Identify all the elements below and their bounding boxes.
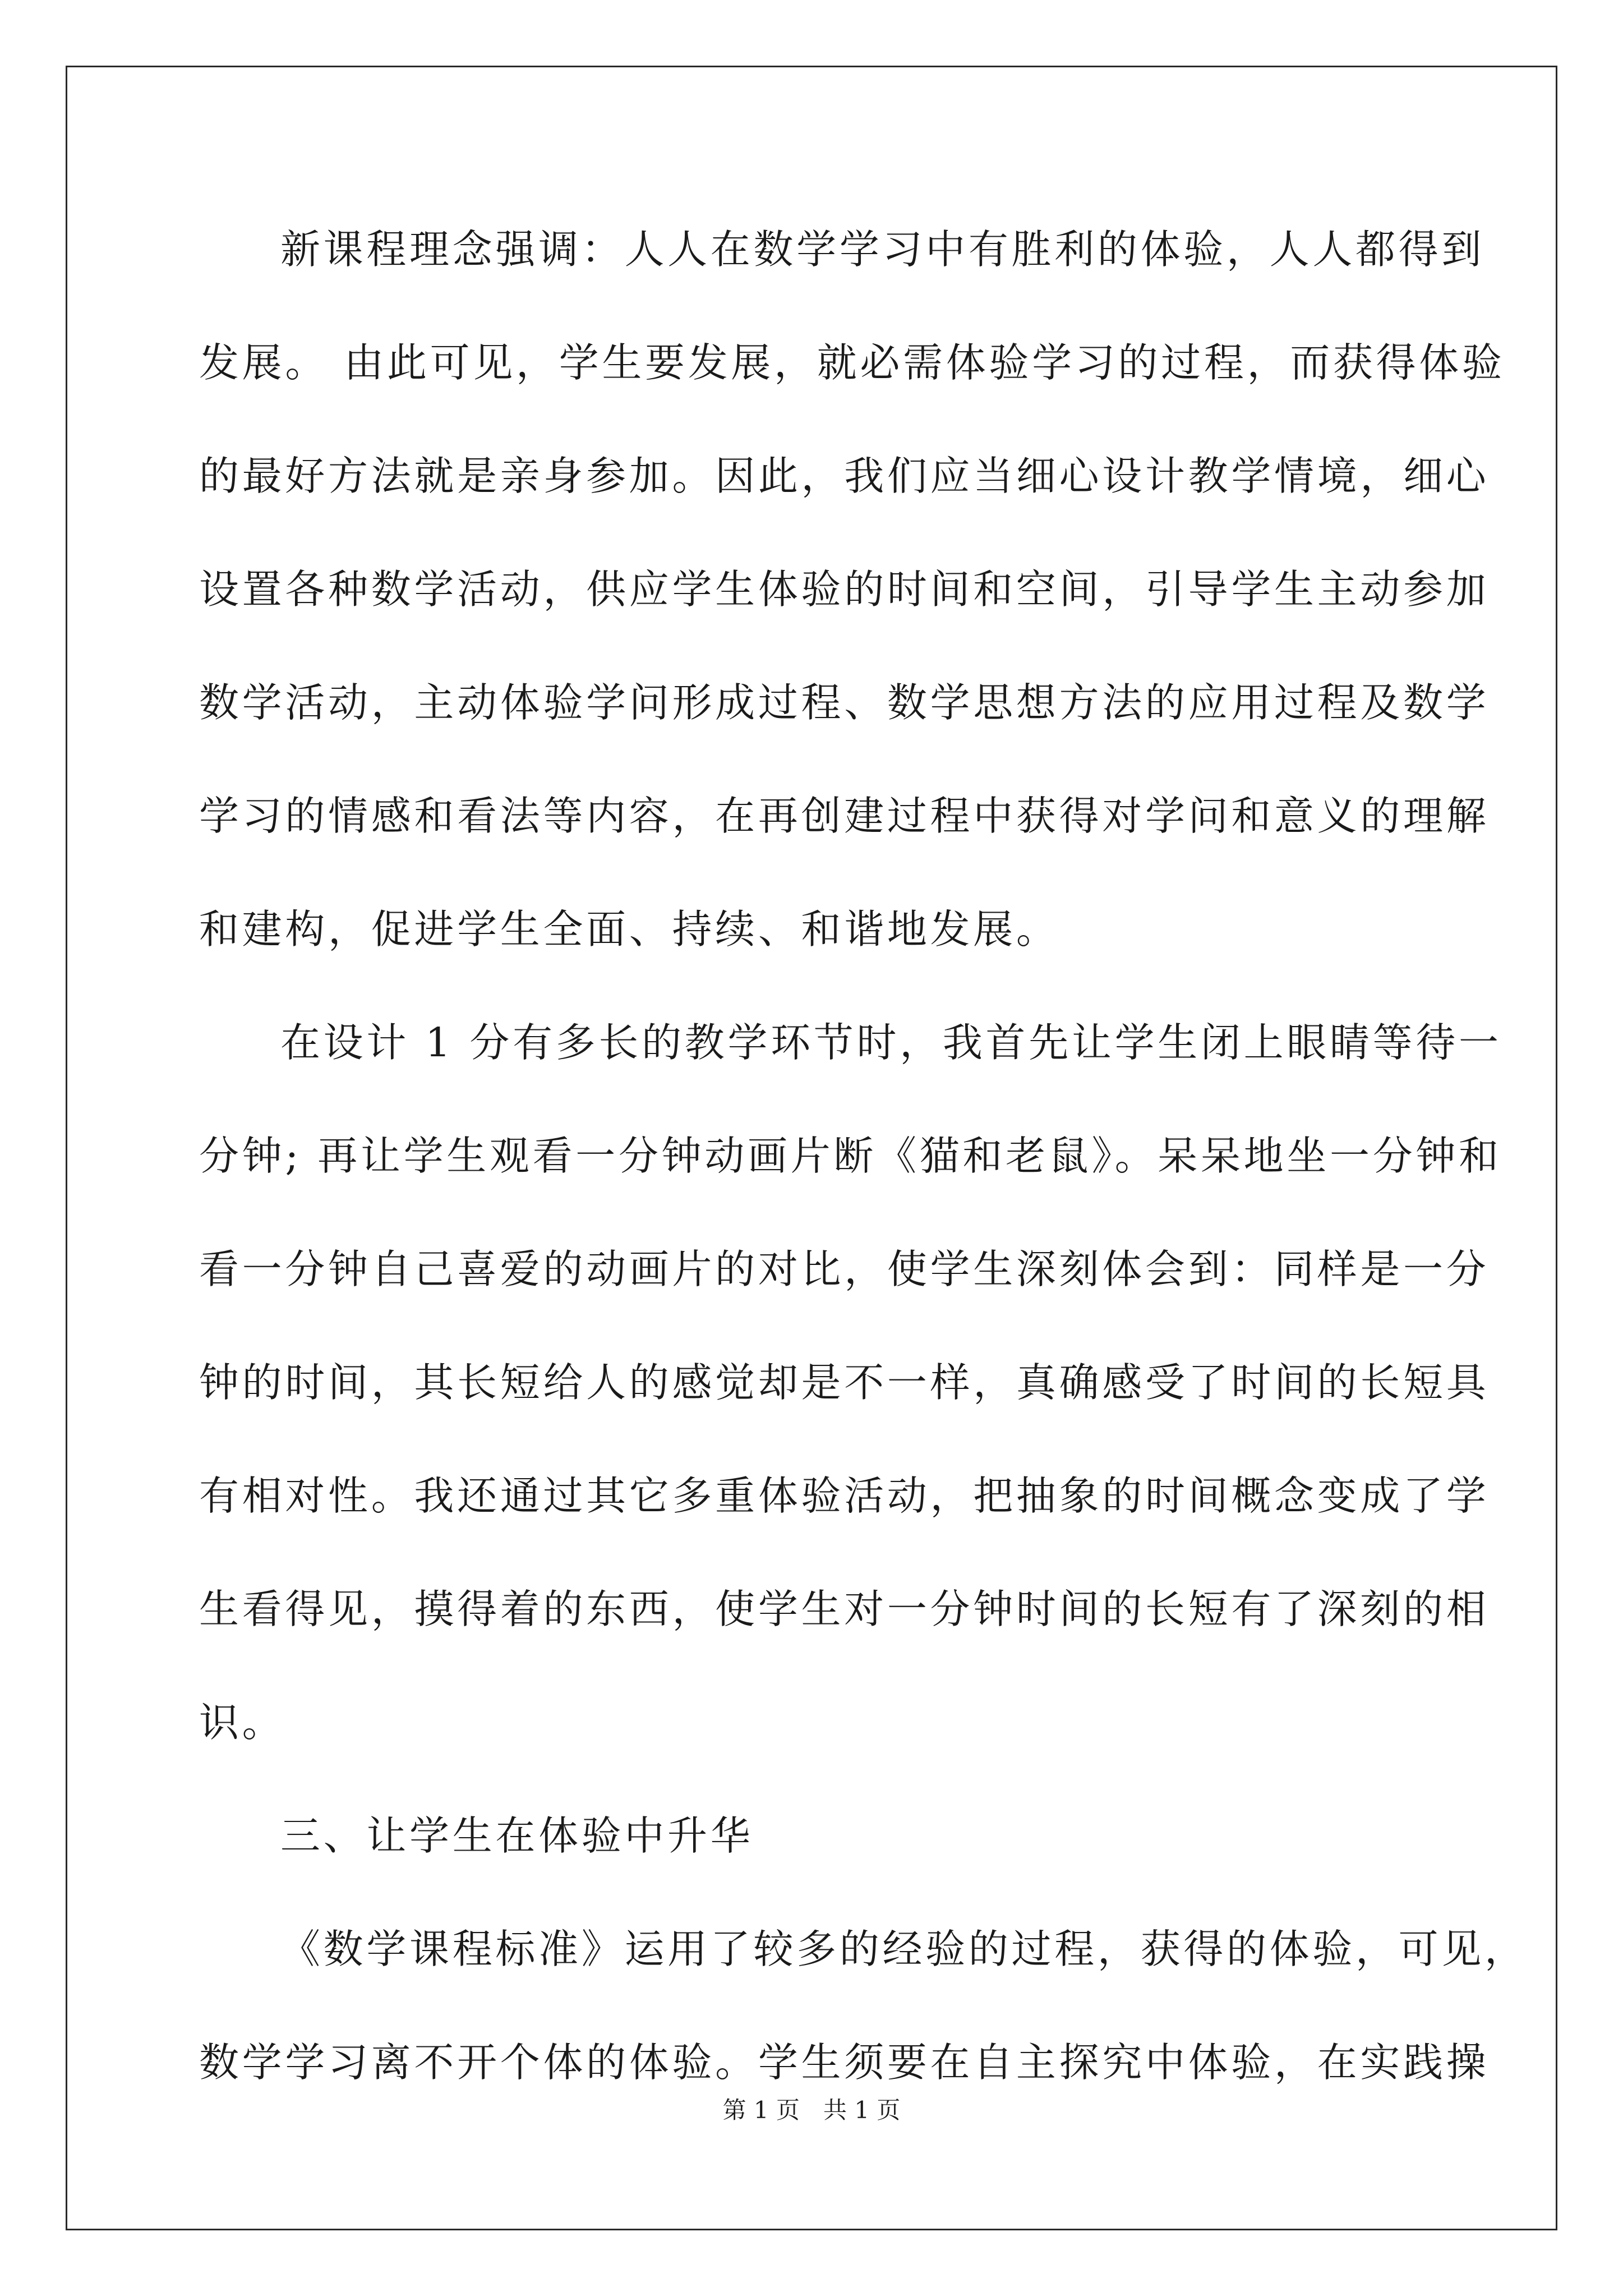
paragraph-line: 设置各种数学活动，供应学生体验的时间和空间，引导学生主动参加 — [199, 566, 1490, 613]
paragraph-line: 学习的情感和看法等内容，在再创建过程中获得对学问和意义的理解 — [199, 793, 1490, 839]
paragraph-line: 在设计 1 分有多长的教学环节时，我首先让学生闭上眼睛等待一 — [280, 1019, 1502, 1066]
paragraph-line: 发展。 由此可见，学生要发展，就必需体验学习的过程，而获得体验 — [199, 339, 1505, 386]
paragraph-line: 数学活动，主动体验学问形成过程、数学思想方法的应用过程及数学 — [199, 679, 1490, 726]
page-footer: 第 1 页 共 1 页 — [722, 2096, 901, 2124]
paragraph-line: 看一分钟自己喜爱的动画片的对比，使学生深刻体会到：同样是一分 — [199, 1246, 1490, 1292]
paragraph-line: 生看得见，摸得着的东西，使学生对一分钟时间的长短有了深刻的相 — [199, 1586, 1490, 1632]
paragraph-line: 识。 — [199, 1699, 285, 1746]
paragraph-line: 钟的时间，其长短给人的感觉却是不一样，真确感受了时间的长短具 — [199, 1359, 1490, 1406]
paragraph-line: 有相对性。我还通过其它多重体验活动，把抽象的时间概念变成了学 — [199, 1473, 1490, 1519]
paragraph-line: 新课程理念强调：人人在数学学习中有胜利的体验，人人都得到 — [280, 226, 1485, 273]
paragraph-line: 《数学课程标准》运用了较多的经验的过程，获得的体验，可见， — [280, 1926, 1528, 1972]
paragraph-line: 分钟; 再让学生观看一分钟动画片断《猫和老鼠》。呆呆地坐一分钟和 — [199, 1133, 1502, 1179]
paragraph-line: 的最好方法就是亲身参加。因此，我们应当细心设计教学情境，细心 — [199, 453, 1490, 499]
paragraph-line: 数学学习离不开个体的体验。学生须要在自主探究中体验，在实践操 — [199, 2039, 1490, 2086]
section-heading: 三、让学生在体验中升华 — [280, 1812, 754, 1859]
paragraph-line: 和建构，促进学生全面、持续、和谐地发展。 — [199, 906, 1059, 953]
